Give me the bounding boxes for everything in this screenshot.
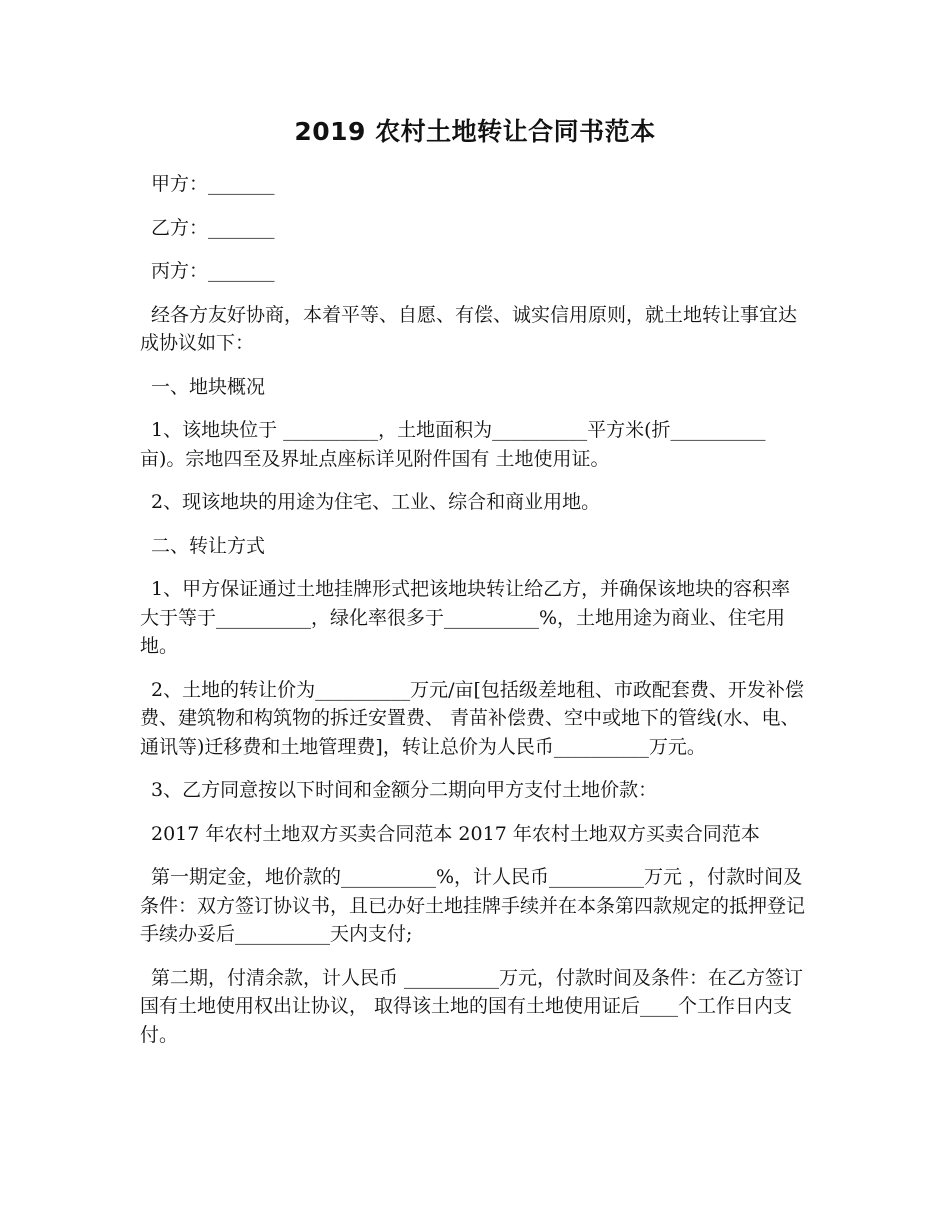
clause-plot-location: 1、该地块位于 __________，土地面积为__________平方米(折__________亩)。宗地四至及界址点座标详见附件国有 土地使用证。 [140, 419, 766, 470]
document-title: 2019 农村土地转让合同书范本 [294, 117, 656, 146]
clause-transfer-price: 2、土地的转让价为__________万元/亩[包括级差地租、市政配套费、开发补偿费、建筑物和构筑物的拆迁安置费、 青苗补偿费、空中或地下的管线(水、电、通讯等)迁移费和土地管理费]，转让总价为人民币__________万元。 [140, 678, 804, 758]
party-c-line: 丙方：_______ [151, 260, 275, 282]
clause-plot-use: 2、现该地块的用途为住宅、工业、综合和商业用地。 [151, 491, 601, 513]
clause-transfer-guarantee: 1、甲方保证通过土地挂牌形式把该地块转让给乙方，并确保该地块的容积率大于等于__________，绿化率很多于__________%，土地用途为商业、住宅用地。 [140, 578, 791, 657]
section-heading-transfer-method: 二、转让方式 [151, 534, 266, 557]
party-a-line: 甲方：_______ [151, 173, 275, 195]
clause-second-payment: 第二期，付清余款，计人民币 __________万元，付款时间及条件：在乙方签订国有土地使用权出让协议， 取得该土地的国有土地使用证后____个工作日内支付。 [140, 966, 804, 1046]
clause-first-payment: 第一期定金，地价款的__________%，计人民币__________万元 ，付款时间及条件：双方签订协议书，且已办好土地挂牌手续并在本条第四款规定的抵押登记手续办妥后__________天内支付; [140, 866, 806, 945]
preamble-paragraph: 经各方友好协商，本着平等、自愿、有偿、诚实信用原则，就土地转让事宜达成协议如下： [140, 303, 798, 354]
document-body [140, 170, 806, 1064]
party-b-line: 乙方：_______ [151, 216, 275, 239]
section-heading-plot-overview: 一、地块概况 [151, 375, 266, 398]
inserted-heading-line: 2017 年农村土地双方买卖合同范本 2017 年农村土地双方买卖合同范本 [151, 822, 760, 845]
clause-payment-schedule: 3、乙方同意按以下时间和金额分二期向甲方支付土地价款： [151, 779, 658, 801]
